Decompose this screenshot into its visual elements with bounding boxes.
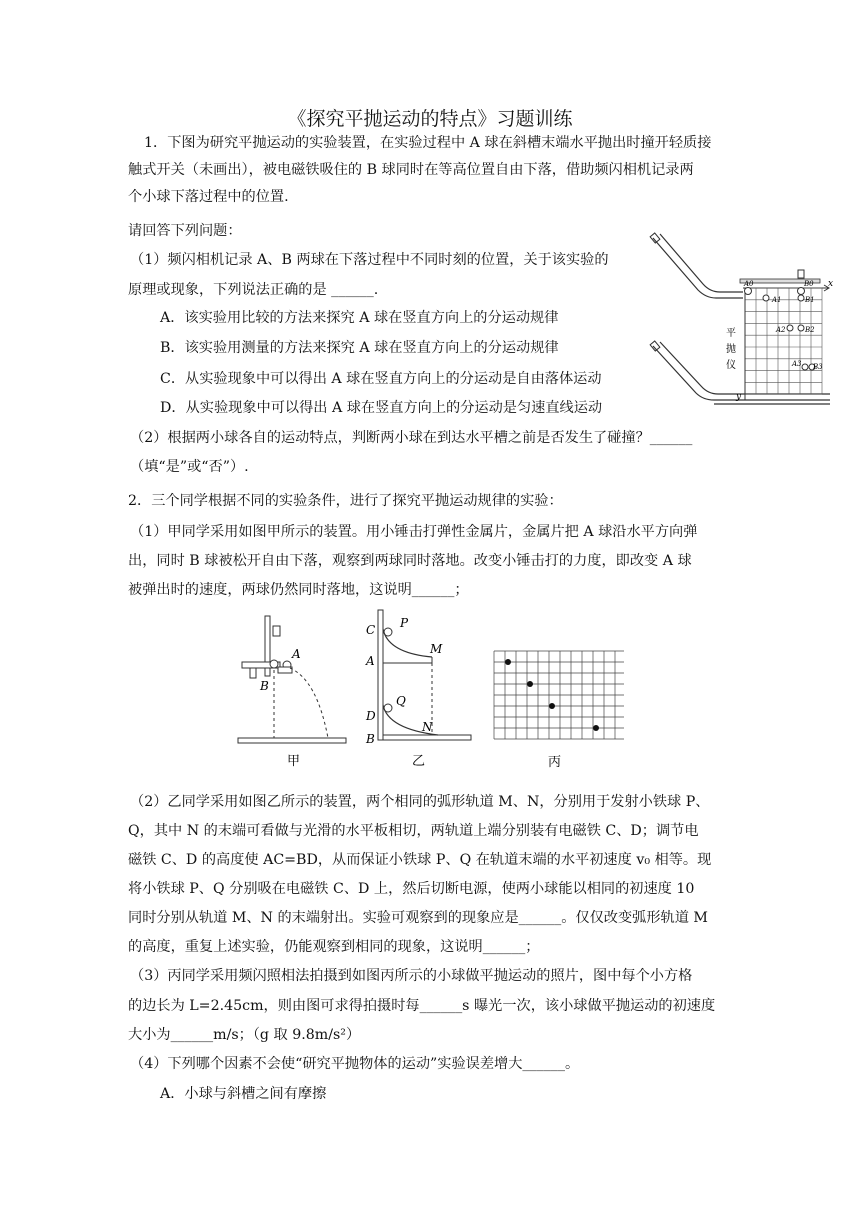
figure-bing-caption: 丙 (548, 755, 562, 770)
figure-bing (490, 648, 624, 774)
ball-label: A2 (776, 326, 786, 334)
figure-jia (232, 610, 352, 775)
q1-stem-line: 1．下图为研究平抛运动的实验装置，在实验过程中 A 球在斜槽末端水平抛出时撞开轻质接 (144, 135, 712, 151)
q2-part3-line: （3）丙同学采用频闪照相法拍摄到如图丙所示的小球做平抛运动的照片，图中每个小方格 (130, 968, 693, 984)
figure-yi-label: Q (396, 694, 406, 708)
q1-part2-line: （填“是”或“否”）. (130, 459, 249, 475)
q2-part4-option-a: A．小球与斜槽之间有摩擦 (160, 1086, 327, 1102)
figure-yi-label: D (366, 709, 376, 723)
side-label: 平 (726, 328, 736, 339)
x-axis-label: x (828, 279, 833, 289)
ball-label: A1 (772, 296, 782, 304)
ball-label: B2 (805, 326, 815, 334)
page-title: 《探究平抛运动的特点》习题训练 (287, 108, 573, 130)
figure-jia-label: A (292, 647, 301, 661)
q2-part4-line: （4）下列哪个因素不会使“研究平抛物体的运动”实验误差增大______。 (130, 1056, 580, 1072)
q2-part3-line: 大小为______m/s；（g 取 9.8m/s²） (128, 1027, 361, 1043)
q2-part3-line: 的边长为 L=2.45cm，则由图可求得拍摄时每______s 曝光一次，该小球做平抛运动的初速度 (128, 998, 716, 1014)
q1-option-d: D．从实验现象中可以得出 A 球在竖直方向上的分运动是匀速直线运动 (160, 400, 603, 416)
q2-stem: 2．三个同学根据不同的实验条件，进行了探究平抛运动规律的实验： (128, 493, 563, 509)
q2-part1-line: （1）甲同学采用如图甲所示的装置。用小锤击打弹性金属片，金属片把 A 球沿水平方向弹 (130, 524, 698, 540)
q1-apparatus-figure (648, 228, 833, 413)
q1-part1-line: （1）频闪相机记录 A、B 两球在下落过程中不同时刻的位置，关于该实验的 (130, 252, 609, 268)
q2-part2-line: 磁铁 C、D 的高度使 AC=BD，从而保证小铁球 P、Q 在轨道末端的水平初速度 v₀ 相等。现 (128, 852, 712, 868)
ball-label: A3 (792, 360, 802, 368)
q2-part2-line: 将小铁球 P、Q 分别吸在电磁铁 C、D 上，然后切断电源，使两小球能以相同的初速度 10 (128, 881, 695, 897)
figure-yi-caption: 乙 (412, 754, 426, 769)
q1-part1-line: 原理或现象，下列说法正确的是 ______. (128, 282, 379, 298)
q2-part2-line: （2）乙同学采用如图乙所示的装置，两个相同的弧形轨道 M、N，分别用于发射小铁球 P、 (130, 794, 710, 810)
figure-yi-label: B (366, 732, 375, 746)
figure-yi-label: A (366, 654, 375, 668)
q1-option-b: B．该实验用测量的方法来探究 A 球在竖直方向上的分运动规律 (160, 340, 559, 356)
q2-part1-line: 被弹出时的速度，两球仍然同时落地，这说明______； (128, 582, 469, 598)
q1-option-c: C．从实验现象中可以得出 A 球在竖直方向上的分运动是自由落体运动 (160, 371, 602, 387)
q2-part2-line: 同时分别从轨道 M、N 的末端射出。实验可观察到的现象应是______。仅仅改变弧形轨道 M (128, 910, 708, 926)
q1-stem-line: 触式开关（未画出），被电磁铁吸住的 B 球同时在等高位置自由下落，借助频闪相机记录两 (128, 162, 694, 178)
figure-jia-label: B (260, 679, 269, 693)
ball-label: B3 (813, 363, 823, 371)
figure-yi (362, 605, 474, 775)
q2-part2-line: Q，其中 N 的末端可看做与光滑的水平板相切，两轨道上端分别装有电磁铁 C、D；调节电 (128, 823, 699, 839)
q1-option-a: A．该实验用比较的方法来探究 A 球在竖直方向上的分运动规律 (160, 310, 559, 326)
figure-yi-label: N (422, 720, 433, 734)
ball-label: B0 (804, 280, 814, 288)
q2-part2-line: 的高度，重复上述实验，仍能观察到相同的现象，这说明______； (128, 939, 540, 955)
figure-jia-caption: 甲 (287, 754, 301, 769)
ball-label: A0 (744, 280, 754, 288)
side-label: 抛 (726, 344, 736, 355)
figure-yi-label: M (430, 642, 443, 656)
q2-part1-line: 出，同时 B 球被松开自由下落，观察到两球同时落地。改变小锤击打的力度，即改变 A 球 (128, 553, 692, 569)
q1-stem-line: 请回答下列问题： (128, 223, 242, 239)
q1-stem-line: 个小球下落过程中的位置. (128, 189, 289, 205)
figure-yi-label: P (400, 616, 409, 630)
ball-label: B1 (805, 296, 815, 304)
side-label: 仪 (726, 360, 736, 371)
y-axis-label: y (736, 392, 742, 402)
q1-part2-line: （2）根据两小球各自的运动特点，判断两小球在到达水平槽之前是否发生了碰撞？______ (130, 430, 693, 446)
figure-yi-label: C (366, 623, 376, 637)
